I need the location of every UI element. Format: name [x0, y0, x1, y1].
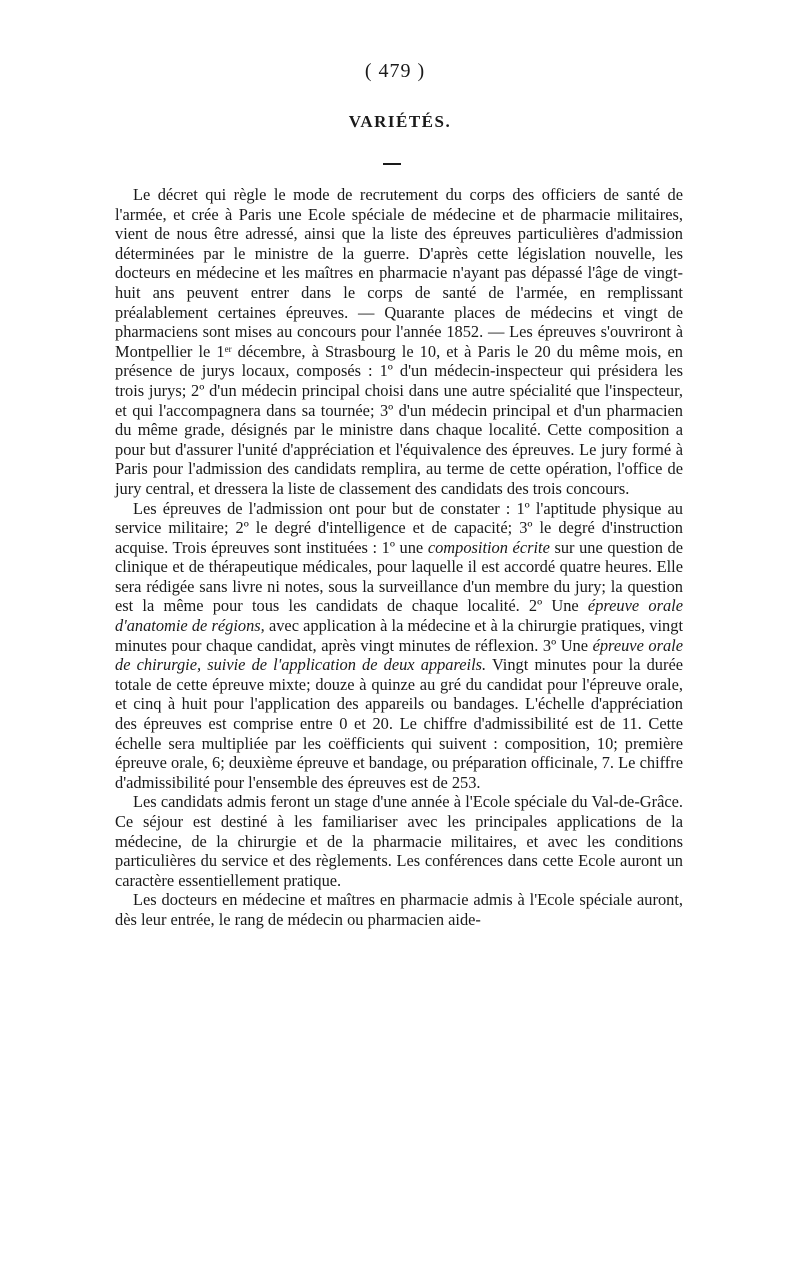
superscript-text: er	[224, 343, 232, 354]
article-body	[115, 185, 683, 930]
paragraph-text: Les épreuves de l'admission ont pour but de constater : 1º l'aptitude physique au service militaire; 2º le degré d'intelligence et de capacité; 3º le degré d'instruction acquise. Trois épreuves sont instituées : 1º une	[115, 498, 683, 557]
section-title: VARIÉTÉS.	[348, 112, 452, 131]
paragraph-text: sur une question de clinique et de thérapeutique médicales, pour laquelle il est accordé quatre heures. Elle sera rédigée sans livre ni notes, sous la surveillance d'un membre du jury; la question est la même pour tous les candidats de chaque localité. 2º Une	[115, 537, 683, 616]
paragraph-text: Vingt minutes pour la durée totale de cette épreuve mixte; douze à quinze au gré du candidat pour l'épreuve orale, et cinq à huit pour l'application des appareils ou bandages. L'échelle d'appréciation des épreuves est comprise entre 0 et 20. Le chiffre d'admissibilité est de 11. Cette échelle sera multipliée par les coëfficients qui suivent : composition, 10; première épreuve orale, 6; deuxième épreuve et bandage, ou préparation officinale, 7. Le chiffre d'admissibilité pour l'ensemble des épreuves est de 253.	[115, 655, 684, 792]
paragraph-text: Les candidats admis feront un stage d'une année à l'Ecole spéciale du Val-de-Grâce. Ce séjour est destiné à les familiariser avec les principales applications de la médecine, de la chirurgie et de la pharmacie militaires, et avec les conditions particulières du service et des règlements. Les conférences dans cette Ecole auront un caractère essentiellement pratique.	[115, 792, 683, 890]
page-number: ( 479 )	[364, 60, 426, 82]
paragraph-text: décembre, à Strasbourg le 10, et à Paris le 20 du même mois, en présence de jurys locaux, composés : 1º d'un médecin-inspecteur qui présidera les trois jurys; 2º d'un médecin principal choisi dans une autre spécialité que l'inspecteur, et qui l'accompagnera dans sa tournée; 3º d'un médecin principal et d'un pharmacien du même grade, désignés par le ministre dans chaque localité. Cette composition a pour but d'assurer l'unité d'appréciation et l'équivalence des épreuves. Le jury formé à Paris pour l'admission des candidats remplira, au terme de cette opération, l'office de jury central, et dressera la liste de classement des candidats des trois concours.	[115, 341, 683, 498]
italic-text: composition écrite	[427, 537, 550, 557]
paragraph	[115, 890, 683, 929]
paragraph	[115, 499, 683, 793]
paragraph	[115, 185, 683, 499]
italic-text: épreuve orale de chirurgie, suivie de l'application de deux appareils.	[115, 635, 683, 675]
paragraph-text: avec application à la médecine et à la chirurgie pratiques, vingt minutes pour chaque candidat, après vingt minutes de réflexion. 3º Une	[115, 616, 684, 655]
paragraph-text: Le décret qui règle le mode de recrutement du corps des officiers de santé de l'armée, et crée à Paris une Ecole spéciale de médecine et de pharmacie militaires, vient de nous être adressé, ainsi que la liste des épreuves particulières d'admission déterminées par le ministre de la guerre. D'après cette législation nouvelle, les docteurs en médecine et les maîtres en pharmacie n'ayant pas dépassé l'âge de vingt-huit ans peuvent entrer dans le corps de santé de l'armée, en remplissant préalablement certaines épreuves. — Quarante places de médecins et vingt de pharmaciens sont mises au concours pour l'année 1852. — Les épreuves s'ouvriront à Montpellier le 1	[115, 185, 683, 361]
italic-text: épreuve orale d'anatomie de régions,	[115, 596, 683, 636]
paragraph	[115, 792, 683, 890]
paragraph-text: Les docteurs en médecine et maîtres en pharmacie admis à l'Ecole spéciale auront, dès leur entrée, le rang de médecin ou pharmacien aide-	[115, 890, 683, 929]
separator-rule	[383, 163, 401, 165]
